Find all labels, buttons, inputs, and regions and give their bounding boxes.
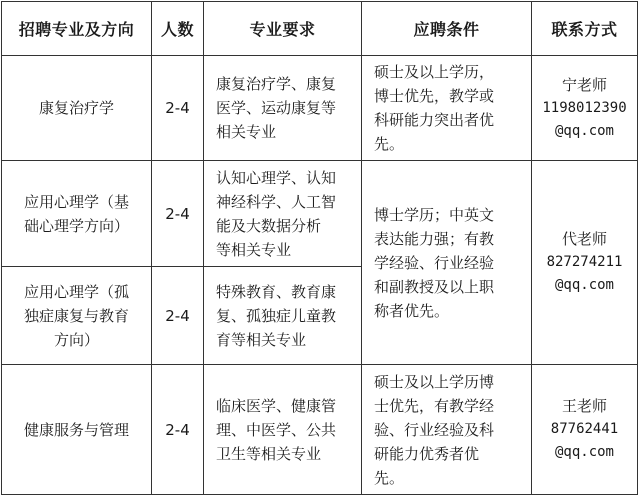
direction-cell: [2, 365, 152, 495]
count-cell: 2-4: [152, 56, 204, 161]
header-requirements: 专业要求: [204, 2, 362, 56]
contact-line: @qq.com: [554, 277, 614, 293]
recruitment-table: [1, 1, 638, 495]
contact-cell: [532, 56, 638, 161]
direction-cell: [2, 161, 152, 267]
count-cell: 2-4: [152, 267, 204, 365]
count-cell: 2-4: [152, 161, 204, 267]
header-contact: 联系方式: [532, 2, 638, 56]
conditions-line: 士优先，有教学经: [374, 396, 495, 415]
requirements-line: 育等相关专业: [216, 330, 307, 349]
requirements-line: 临床医学、健康管: [216, 396, 337, 415]
header-row: [2, 2, 638, 56]
conditions-line: 博士优先，教学或: [374, 87, 495, 105]
contact-line: @qq.com: [554, 444, 614, 460]
requirements-cell: [204, 365, 362, 495]
contact-name: 宁老师: [561, 75, 607, 94]
contact-line: 827274211: [546, 254, 623, 270]
conditions-line: 先。: [374, 135, 405, 153]
conditions-line: 研能力优秀者优: [374, 444, 480, 463]
direction-line: 健康服务与管理: [23, 420, 129, 439]
contact-line: 1198012390: [542, 99, 627, 116]
table-row: [2, 161, 638, 267]
conditions-line: 博士学历；中英文: [374, 205, 495, 224]
count-cell: 2-4: [152, 365, 204, 495]
requirements-line: 等相关专业: [216, 240, 292, 259]
contact-line: @qq.com: [554, 122, 614, 139]
conditions-cell: [362, 56, 532, 161]
requirements-cell: [204, 267, 362, 365]
requirements-line: 认知心理学、认知: [216, 168, 337, 187]
conditions-cell: [362, 365, 532, 495]
direction-line: 应用心理学（孤: [23, 282, 129, 301]
conditions-line: 表达能力强；有教: [374, 229, 495, 248]
conditions-line: 称者优先。: [374, 301, 450, 320]
requirements-line: 理、中医学、公共: [216, 420, 337, 439]
conditions-line: 先。: [374, 468, 405, 487]
requirements-line: 能及大数据分析: [216, 216, 322, 235]
contact-cell: [532, 365, 638, 495]
conditions-cell-merged: [362, 161, 532, 365]
contact-cell-merged: [532, 161, 638, 365]
contact-line: 87762441: [550, 421, 619, 437]
requirements-line: 相关专业: [216, 123, 277, 141]
requirements-line: 复、孤独症儿童教: [216, 306, 337, 325]
conditions-line: 验、行业经验及科: [374, 420, 495, 439]
requirements-cell: [204, 56, 362, 161]
conditions-line: 科研能力突出者优: [374, 111, 495, 129]
table-row: [2, 56, 638, 161]
conditions-line: 硕士及以上学历博: [374, 372, 495, 391]
direction-line: 应用心理学（基: [23, 192, 129, 211]
requirements-line: 神经科学、人工智: [216, 192, 337, 211]
direction-line: 康复治疗学: [38, 99, 114, 117]
header-count: 人数: [152, 2, 204, 56]
requirements-line: 医学、运动康复等: [216, 99, 337, 117]
direction-line: 方向）: [53, 330, 99, 349]
header-direction: 招聘专业及方向: [2, 2, 152, 56]
table-row: [2, 365, 638, 495]
direction-line: 础心理学方向）: [23, 216, 129, 235]
direction-cell: [2, 56, 152, 161]
contact-name: 代老师: [561, 230, 607, 248]
contact-name: 王老师: [561, 397, 607, 415]
requirements-cell: [204, 161, 362, 267]
requirements-line: 卫生等相关专业: [216, 444, 322, 463]
conditions-line: 学经验、行业经验: [374, 253, 495, 272]
direction-cell: [2, 267, 152, 365]
header-conditions: 应聘条件: [362, 2, 532, 56]
requirements-line: 康复治疗学、康复: [216, 75, 337, 93]
conditions-line: 和副教授及以上职: [374, 277, 495, 296]
conditions-line: 硕士及以上学历，: [374, 63, 495, 81]
requirements-line: 特殊教育、教育康: [216, 282, 337, 301]
direction-line: 独症康复与教育: [23, 306, 129, 325]
